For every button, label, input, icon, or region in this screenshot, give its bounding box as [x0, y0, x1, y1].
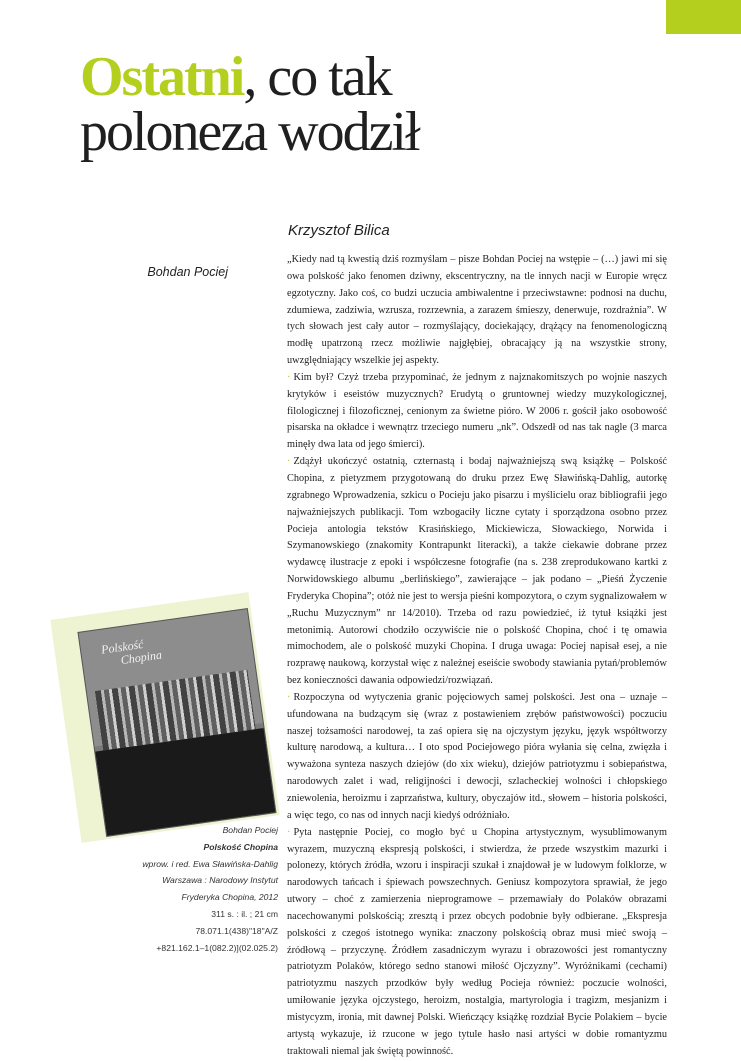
bibliographic-note: [120, 822, 278, 956]
title-line-2: poloneza wodził: [80, 100, 419, 163]
title-line-1: [80, 46, 419, 108]
article-title: [80, 46, 419, 163]
cover-title-line-2: Chopina: [119, 647, 163, 668]
bib-classification-2: +821.162.1–1(082.2)](02.025.2): [156, 942, 278, 953]
paragraph-bullet-icon: ·: [287, 691, 291, 703]
paragraph-bullet-icon: ·: [287, 456, 291, 468]
bib-author: Bohdan Pociej: [222, 825, 278, 835]
article-body: [287, 252, 667, 1061]
bib-title: Polskość Chopina: [203, 841, 278, 852]
title-accent-word: Ostatni: [80, 46, 244, 108]
bib-publisher-year: Fryderyka Chopina, 2012: [181, 892, 278, 903]
bib-classification-1: 78.071.1(438)"18"A/Z: [195, 925, 278, 936]
reviewed-author-name: Bohdan Pociej: [147, 265, 228, 279]
book-cover: [79, 609, 276, 836]
paragraph: „Kiedy nad tą kwestią dziś rozmyślam – pisze Bohdan Pociej na wstępie – (…) jawi mi się owa polskość jako fenomen dziwny, ekscentryczny, na tle innych nacji w Europie wręcz egzotyczny. Jako coś, co budzi uczucia ambiwalentne i przeciwstawne: podnosi na duchu, zdumiewa, zadziwia, wzrusza, rozrzewnia, a zarazem śmieszy, denerwuje, rozdrażnia”. W tych słowach jest cały autor – rozmyślający, dociekający, drążący na fenomenologiczną modłę upatrzoną rzecz możliwie najgłębiej, obracający ją na wszystkie strony, uwzględniający wszelkie jej aspekty.: [287, 254, 667, 367]
paragraph: · Zdążył ukończyć ostatnią, czternastą i bodaj najważniejszą swą książkę – Polskość Chopina, z pietyzmem przygotowaną do druku przez Ewę Sławińską-Dahlig, autorkę zgrabnego Wprowadzenia, szkicu o Pocieju jako pisarzu i myślicielu oraz bibliografii jego najważniejszych publikacji. Tom wzbogaciły liczne cytaty i sporządzona osobno przez Pocieja antologia tekstów Krasińskiego, Mickiewicza, Słowackiego, Norwida i Szymanowskiego (znakomity Kontrapunkt literacki), a także ciekawie dobrane przez wydawcę ilustracje z epoki i współczesne fotografie (na s. 238 zreprodukowano kartki z Norwidowskiego albumu „berlińskiego”, zawierające – jak podano – „Pieśń Życzenie Fryderyka Chopina”; otóż nie jest to wersja pieśni kompozytora, o czym sygnalizowałem w „Ruchu Muzycznym” nr 14/2010). Trzeba od razu powiedzieć, iż tytuł książki jest metonimią. Autorowi chodziło oczywiście nie o polskość Chopina, choć i tę omawia mimochodem, ale o polskość muzyki Chopina. I druga uwaga: Pociej napisał esej, a nie rozprawę naukową, korzystał więc z należnej eseiście swobody stawiania pytań/problemów bez konieczności dawania odpowiedzi/rozwiązań.: [287, 456, 667, 687]
bib-physical: 311 s. : il. ; 21 cm: [211, 908, 278, 919]
cover-title-line-1: Polskość: [100, 636, 145, 657]
bib-publisher: Warszawa : Narodowy Instytut: [162, 875, 278, 886]
bib-editor: wprow. i red. Ewa Sławińska-Dahlig: [142, 858, 278, 869]
paragraph-bullet-icon: ·: [287, 371, 291, 383]
author-name: Krzysztof Bilica: [288, 222, 390, 239]
paragraph: · Kim był? Czyż trzeba przypominać, że jednym z najznakomitszych po wojnie naszych krytyków i eseistów muzycznych? Erudytą o gruntownej wiedzy muzykologicznej, filologicznej i filozoficznej, cenionym za świetne pióro. W 2006 r. gościł jako osobowość pisarska na okładce i wewnątrz trzeciego numeru „nk”. Odszedł od nas tak nagle (3 marca minęły dwa lata od jego śmierci).: [287, 371, 667, 451]
paragraph: · Rozpoczyna od wytyczenia granic pojęciowych samej polskości. Jest ona – uznaje – ufundowana na budzącym się (wraz z postawieniem zrębów państwowości) poczuciu naszej tożsamości narodowej, ta zaś opiera się na ojczystym języku, język współtworzy kulturę narodową, a kultura… I oto spod Pociejowego pióra wyłania się celna, zwięzła i wyważona synteza naszych dziejów (do xix wieku), dziejów patriotyzmu i sobiepaństwa, narodowych zalet i wad, religijności i dewocji, szlacheckiej wolności i chłopskiego zniewolenia, heroizmu i zaprzaństwa, kultury, obyczajów itd., słowem – historia polskości, a więc tego, co nas od innych nacji kiedyś odróżniało.: [287, 691, 667, 821]
title-line-1-rest: , co tak: [243, 46, 391, 108]
paragraph: · Pyta następnie Pociej, co mogło być u Chopina artystycznym, wysublimowanym wyrazem, muzyczną ekspresją polskości, i stwierdza, że przede wszystkim mazurki i polonezy, których źródła, wzoru i inspiracji szukał i znajdował je w ludowym folklorze, w narodowych tańcach i śpiewach powszechnych. Geniusz kompozytora sprawiał, że jego utwory – choć z zamierzenia nieprogramowe – przemawiały do Polaków obrazami nacechowanymi polskością; zresztą i przez obcych podobnie były odbierane. „Ekspresja polskości z czegoś istotnego wynika: znaczony polskością obraz musi mieć swoją – źródłową – przyczynę. Źródłem zasadniczym wyrazu i obrazowości jest romantyczny patriotyzm Polaków, którego sedno stanowi miłość Ojczyzny”. Wyróżnikami (cechami) patriotyzmu naszych przodków były według Pocieja również: poczucie wolności, umiłowanie języka ojczystego, heroizm, nostalgia, martyrologia i tragizm, mesjanizm i mistycyzm, ironia, mit dawnej Polski. Wieńczący książkę rozdział Bycie Polakiem – bycie artystą wykazuje, iż rzucone w jego tytule hasło nasi artyści w dobie romantyzmu traktowali niemal jak świętą powinność.: [287, 826, 667, 1057]
corner-accent-tab: [666, 0, 741, 34]
paragraph-bullet-icon: ·: [287, 826, 291, 838]
